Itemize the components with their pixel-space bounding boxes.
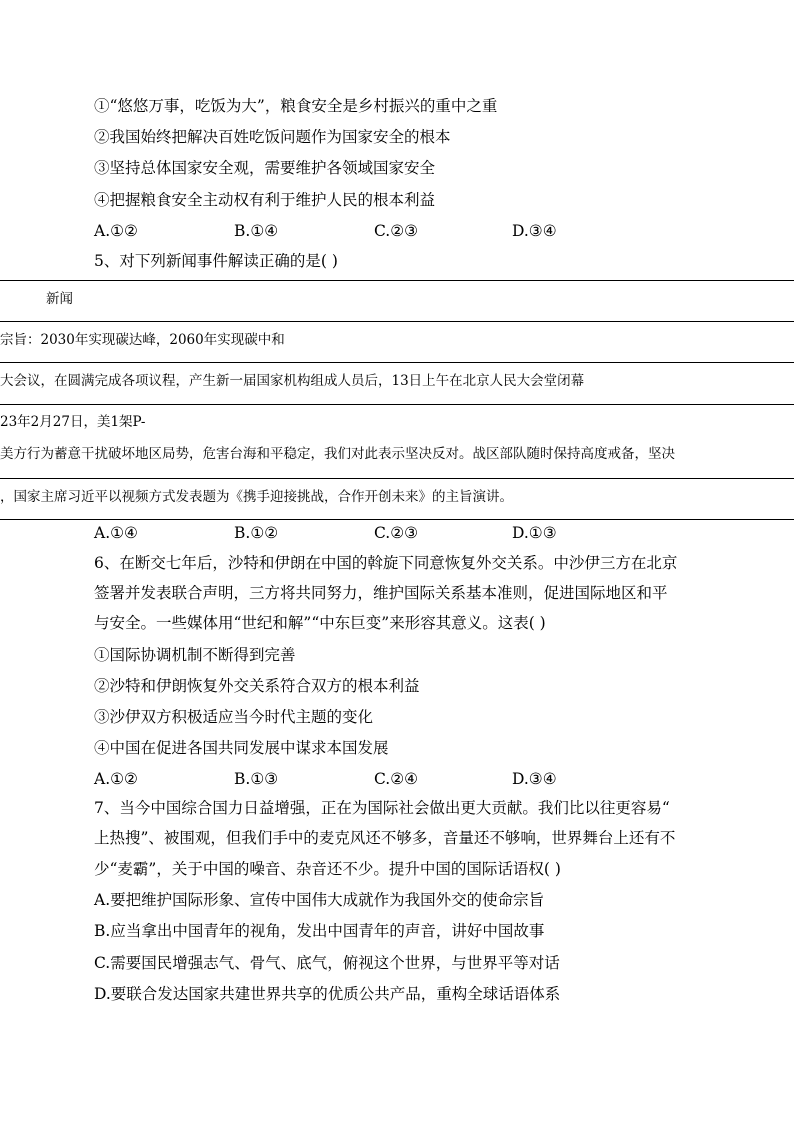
q5-stem: 5、对下列新闻事件解读正确的是( ) [94,252,338,270]
q5-option-b: B.①② [234,524,279,542]
q6-stem-line-1: 6、在断交七年后，沙特和伊朗在中国的斡旋下同意恢复外交关系。中沙伊三方在北京 [94,554,678,572]
q7-choice-b: B.应当拿出中国青年的视角，发出中国青年的声音，讲好中国故事 [94,922,545,940]
table-rule [0,280,794,281]
q7-stem-line-2: 上热搜”、被围观，但我们手中的麦克风还不够多，音量还不够响，世界舞台上还有不 [94,829,676,847]
q4-option-a: A.①② [94,222,138,240]
q4-option-d: D.③④ [512,222,557,240]
table-rule [0,404,794,405]
q6-item-2: ②沙特和伊朗恢复外交关系符合双方的根本利益 [94,677,420,695]
q6-item-3: ③沙伊双方积极适应当今时代主题的变化 [94,708,374,726]
q4-item-1: ①“悠悠万事，吃饭为大”，粮食安全是乡村振兴的重中之重 [94,97,498,115]
q4-item-3: ③坚持总体国家安全观，需要维护各领域国家安全 [94,159,436,177]
q6-option-c: C.②④ [374,770,419,788]
table-row: ，国家主席习近平以视频方式发表题为《携手迎接挑战，合作开创未来》的主旨演讲。 [0,489,513,505]
q6-stem-line-3: 与安全。一些媒体用“世纪和解”“中东巨变”来形容其意义。这表( ) [94,614,546,632]
table-header-news: 新闻 [46,291,73,307]
q5-option-c: C.②③ [374,524,419,542]
table-row: 宗旨：2030年实现碳达峰，2060年实现碳中和 [0,332,285,348]
q6-option-d: D.③④ [512,770,557,788]
table-row: 23年2月27日，美1架P- [0,414,146,430]
q7-choice-a: A.要把维护国际形象、宣传中国伟大成就作为我国外交的使命宗旨 [94,891,545,909]
table-rule [0,519,794,520]
q6-option-a: A.①② [94,770,138,788]
q6-item-1: ①国际协调机制不断得到完善 [94,646,296,664]
q7-stem-line-1: 7、当今中国综合国力日益增强，正在为国际社会做出更大贡献。我们比以往更容易“ [94,799,670,817]
q6-stem-line-2: 签署并发表联合声明，三方将共同努力，维护国际关系基本准则，促进国际地区和平 [94,584,668,602]
q6-option-b: B.①③ [234,770,279,788]
table-row: 美方行为蓄意干扰破坏地区局势，危害台海和平稳定，我们对此表示坚决反对。战区部队随时保持高度戒备，坚决 [0,446,675,462]
q6-item-4: ④中国在促进各国共同发展中谋求本国发展 [94,739,389,757]
q5-option-a: A.①④ [94,524,138,542]
q5-option-d: D.①③ [512,524,557,542]
table-row: 大会议，在圆满完成各项议程，产生新一届国家机构组成人员后，13日上午在北京人民大会堂闭幕 [0,373,585,389]
q4-item-2: ②我国始终把解决百姓吃饭问题作为国家安全的根本 [94,128,451,146]
q7-choice-c: C.需要国民增强志气、骨气、底气，俯视这个世界，与世界平等对话 [94,954,560,972]
table-rule [0,478,794,479]
q7-stem-line-3: 少“麦霸”，关于中国的噪音、杂音还不少。提升中国的国际话语权( ) [94,860,561,878]
q4-option-c: C.②③ [374,222,419,240]
q4-item-4: ④把握粮食安全主动权有利于维护人民的根本利益 [94,191,436,209]
q7-choice-d: D.要联合发达国家共建世界共享的优质公共产品，重构全球话语体系 [94,985,561,1003]
table-rule [0,362,794,363]
q4-option-b: B.①④ [234,222,279,240]
table-rule [0,321,794,322]
